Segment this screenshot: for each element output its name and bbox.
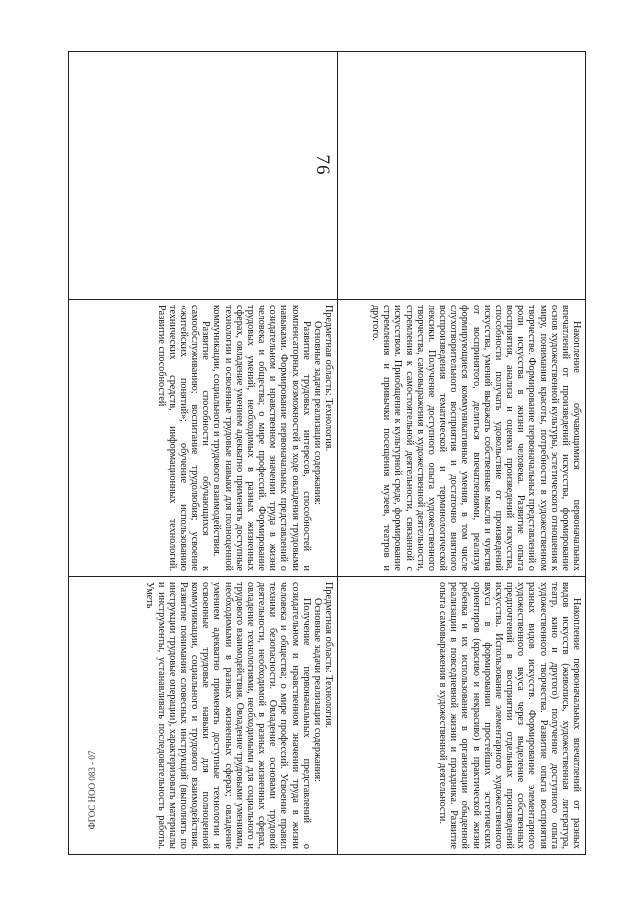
table-row-technology — [69, 52, 338, 855]
rotated-content — [71, 51, 586, 851]
art-right-text: Накопление первоначальных впечатлений от разных видов искусств (живопись, художественная литература, театр, кино и другого) получение доступного опыта художественного творчества. Развитие опыта восприятия разных видов искусств. Формирование элементарного художественного вкуса через выделение собственных предпочтений в восприятии отдельных произведений искусства. Использование элементарного художественного вкуса в формировании простейших эстетических ориентиров (красиво и некрасиво) в практической жизни ребенка и их использование в организации обыденной реализации в повседневной жизни и праздника. Развитие опыта самовыражения в художественной деятельности. — [437, 582, 582, 849]
tech-middle-subtitle: Основные задачи реализации содержания: — [311, 321, 323, 506]
table-cell-empty — [338, 52, 586, 300]
tech-middle-title: Предметная область: Технология. — [323, 305, 334, 452]
tech-right-subtitle: Основные задачи реализации содержания: — [311, 598, 323, 783]
tech-right-title: Предметная область: Технология. — [323, 582, 334, 729]
table-cell-tech-middle — [69, 300, 338, 577]
table-cell-empty — [69, 52, 338, 300]
table-cell-tech-right — [69, 577, 338, 855]
table-cell-art-middle — [338, 300, 586, 577]
table-row-art — [338, 52, 586, 855]
tech-middle-body: Развитие трудовых интересов, способностей и компенсаторных возможностей в ходе овладения трудовыми навыками. Формирование первоначальных представлений о созидательном и нравственном значении труда в жизни человека и общества; о мире профессий. Формирование трудовых умений, необходимых в разных жизненных сферах, овладение умением адекватно применять доступные технологии и освоенные трудовые навыки для полноценной коммуникации, социального и трудового взаимодействия. — [211, 305, 312, 571]
tech-middle-body-2: Развитие способности обучающихся к самообслуживанию; воспитание трудолюбия; усвоение «житейских понятий»; обучение использованию технических средств, информационных технологий. Развитие способностей — [155, 305, 212, 571]
tech-right-body: Получение первоначальных представлений о созидательном и нравственном значении труда в жизни человека и общества; о мире профессий. Усвоение правил техники безопасности. Овладение основами трудовой деятельности, необходимой в разных жизненных сферах, овладение технологиями, необходимыми для социального и трудового взаимодействия. Овладение трудовыми умениями, необходимыми в разных жизненных сферах; овладение умением адекватно применять доступные технологии и освоенные трудовые навыки для полноценной коммуникации, социального и трудового взаимодействия. Развитие понимания словесных инструкций (выполнять по инструкции трудовые операции), характеризовать материалы и инструменты, устанавливать последовательность работы. Уметь — [144, 582, 312, 849]
table-cell-art-right — [338, 577, 586, 855]
page-number: 76 — [312, 154, 333, 176]
content-table — [68, 51, 586, 855]
art-middle-text: Накопление обучающимися первоначальных впечатлений от произведений искусства, формирование основ художественной культуры, эстетического отношения к миру, понимания красоты, потребности в художественном творчестве. Формирование первоначальных представлений о роли искусства в жизни человека. Развитие опыта восприятия, анализа и оценки произведений искусства, способности получать удовольствие от произведений искусства, умений выражать собственные мысли и чувства от воспринятого, делиться впечатлениями, реализуя формирующиеся коммуникативные умения, в том числе слухотворительного восприятия и достаточно внятного воспроизведения тематической и терминологической лексики. Получение доступного опыта художественного творчества, самовыражения в художественной деятельности, стремления к самостоятельной деятельности, связанной с искусством. Приобщение к культурной среде, формирование стремления и привычки посещения музеев, театров и другого. — [370, 305, 582, 571]
rotated-table-frame — [71, 51, 586, 851]
footer-document-code: ФГОС НОО 083 - 07 — [87, 750, 97, 830]
